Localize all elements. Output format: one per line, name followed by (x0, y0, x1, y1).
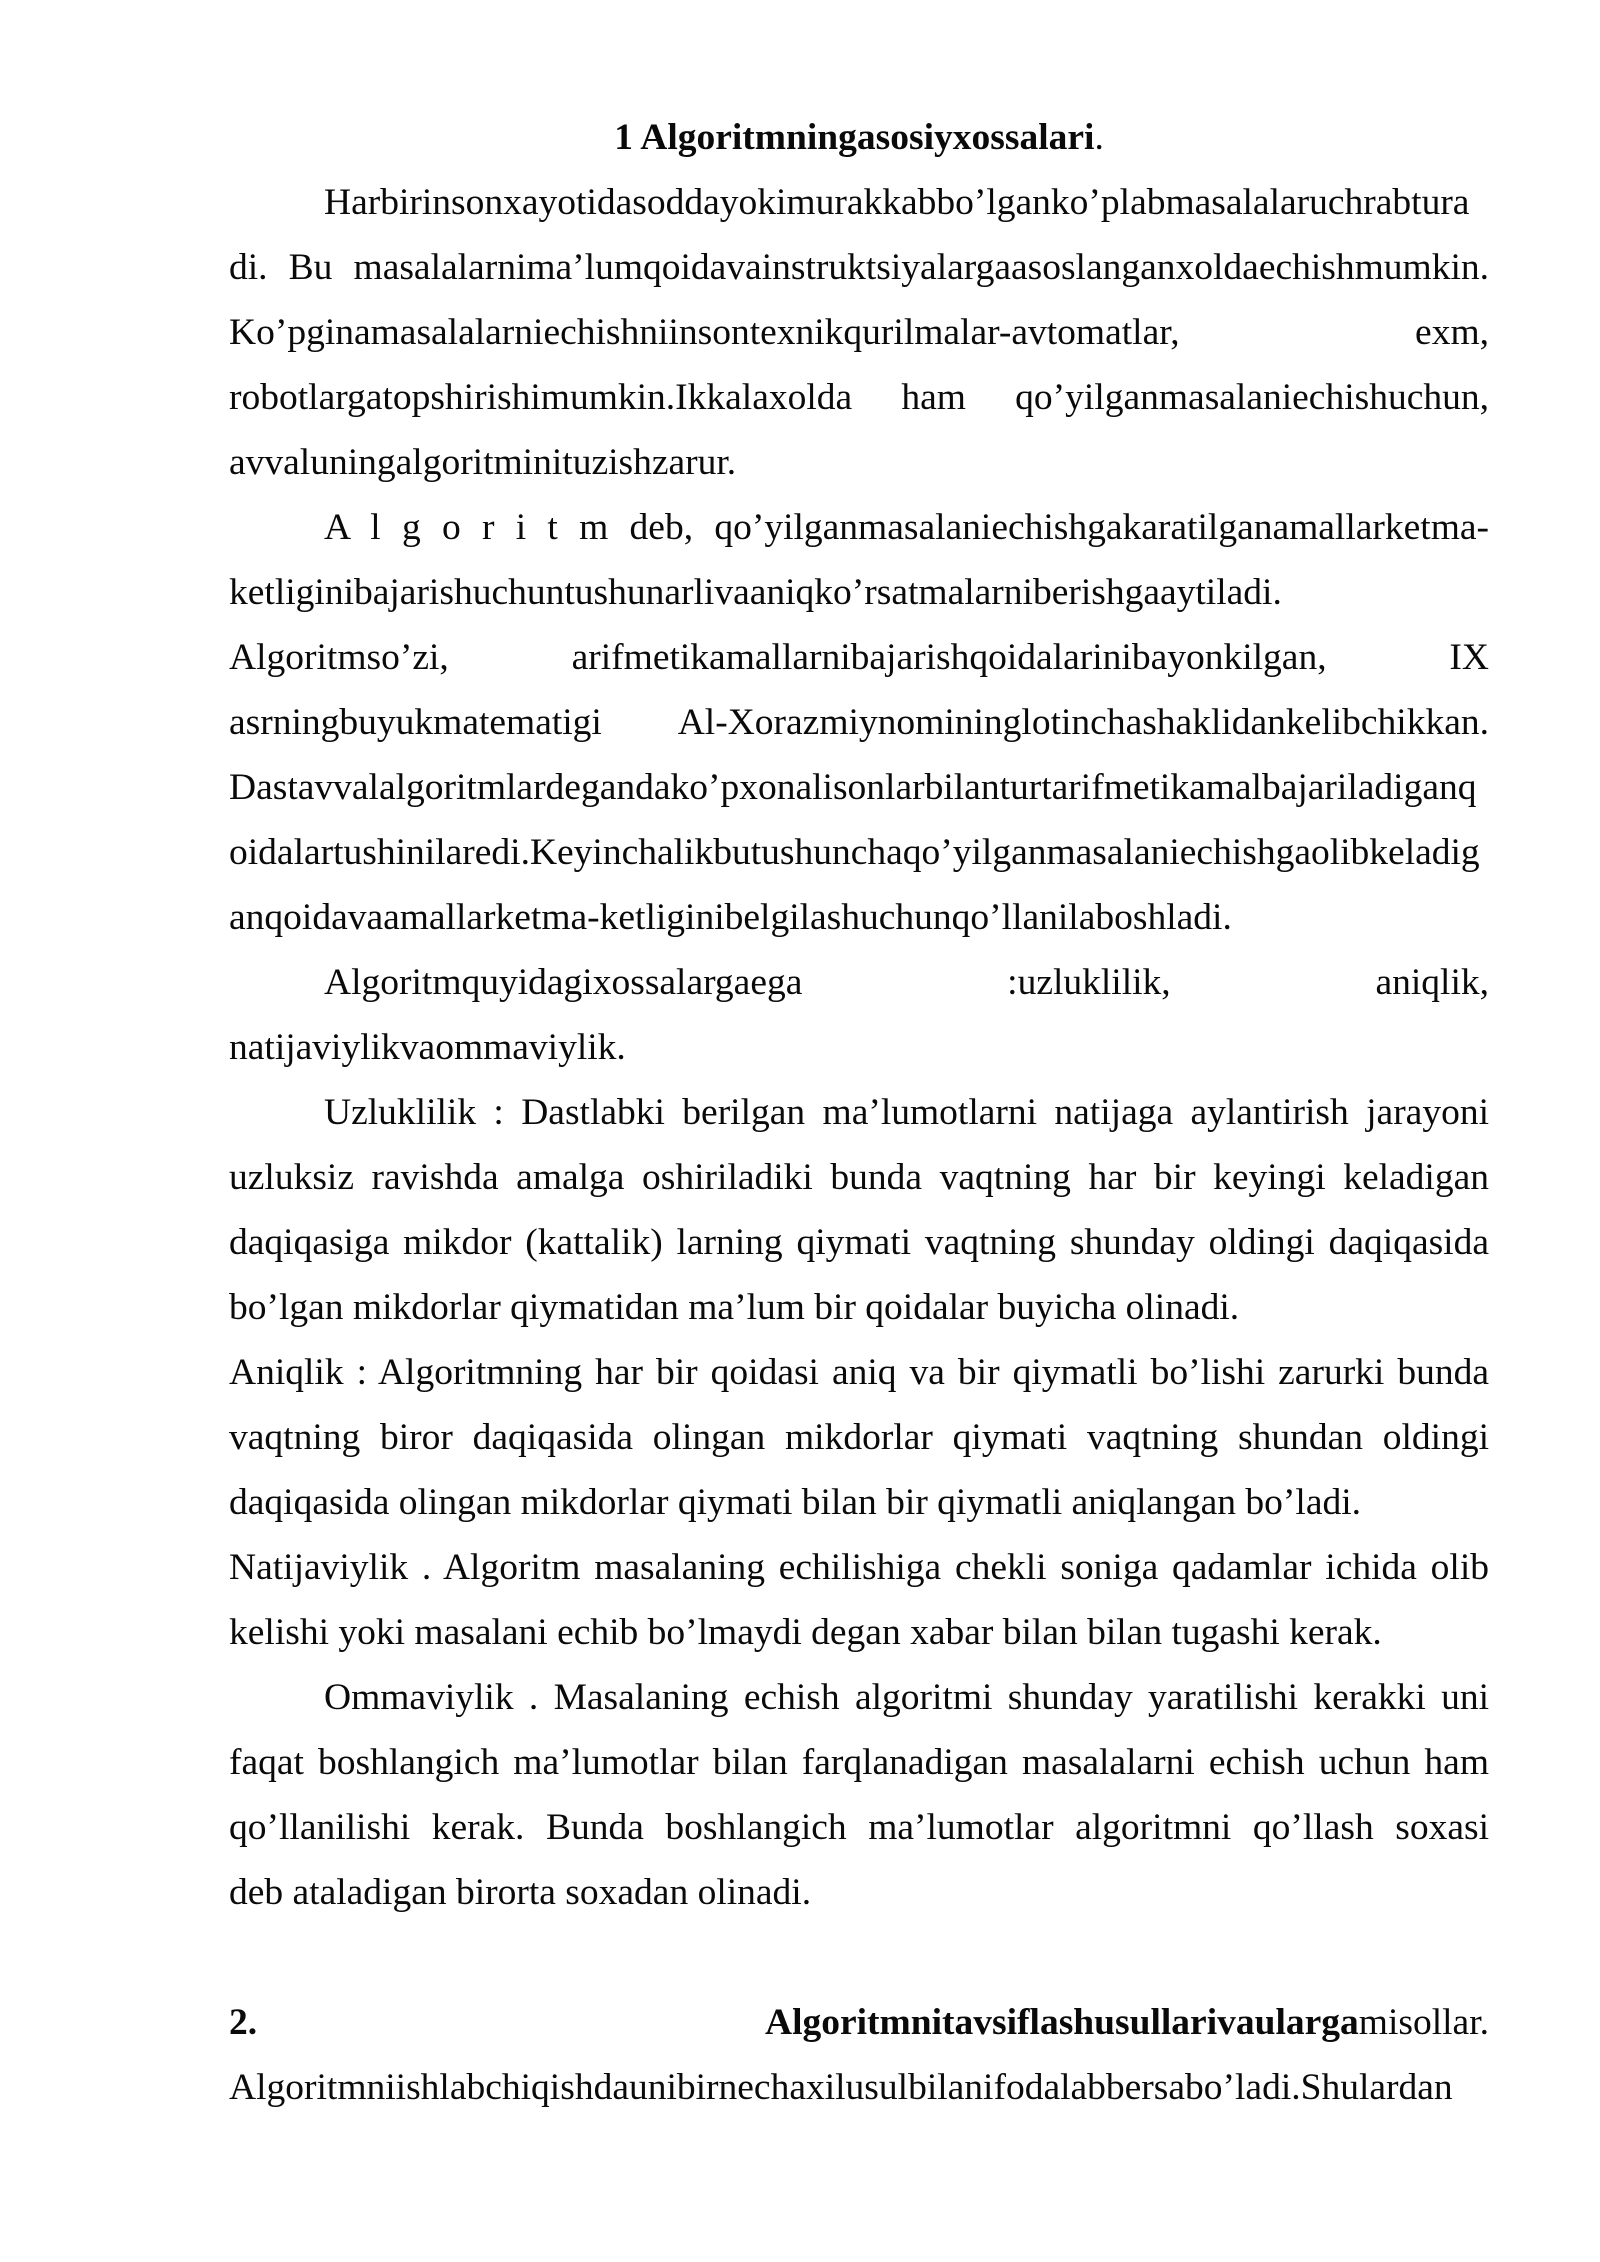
paragraph-4 (229, 950, 1489, 1080)
paragraph-8-line-4: deb ataladigan birorta soxadan olinadi. (229, 1872, 812, 1913)
section-1-title-period: . (1094, 117, 1104, 158)
paragraph-3-line-2: asrningbuyukmatematigi Al-Xorazmiynomininglotinchashaklidankelibchikkan. (229, 702, 1489, 743)
paragraph-6 (229, 1340, 1489, 1535)
paragraph-3-line-4: oidalartushinilaredi.Keyinchalikbutushunchaqo’yilganmasalaniechishgaolibkeladig (229, 832, 1480, 873)
section-2-heading (229, 1990, 1489, 2055)
document-page (229, 105, 1489, 2120)
paragraph-2-line-2: ketliginibajarishuchuntushunarlivaaniqko’rsatmalarniberishgaaytiladi. (229, 572, 1282, 613)
paragraph-6-line-1: Aniqlik : Algoritmning har bir qoidasi aniq va bir qiymatli bo’lishi zarurki bunda (229, 1352, 1489, 1393)
paragraph-5-line-3: daqiqasiga mikdor (kattalik) larning qiymati vaqtning shunday oldingi daqiqasida (229, 1222, 1489, 1263)
paragraph-6-line-2: vaqtning biror daqiqasida olingan mikdorlar qiymati vaqtning shundan oldingi (229, 1417, 1489, 1458)
paragraph-2 (229, 495, 1489, 625)
paragraph-1 (229, 170, 1489, 495)
paragraph-1-line-2: di. Bu masalalarnima’lumqoidavainstruktsiyalargaasoslanganxoldaechishmumkin. (229, 247, 1489, 288)
paragraph-7-line-1: Natijaviylik . Algoritm masalaning echilishiga chekli soniga qadamlar ichida olib (229, 1547, 1489, 1588)
paragraph-5-line-4: bo’lgan mikdorlar qiymatidan ma’lum bir qoidalar buyicha olinadi. (229, 1287, 1240, 1328)
section-2-title-bold: Algoritmnitavsiflashusullarivaularga (764, 2002, 1359, 2043)
paragraph-4-line-2: natijaviylikvaommaviylik. (229, 1027, 626, 1068)
section-2-title-rest: misollar. (1358, 2002, 1489, 2043)
paragraph-6-line-3: daqiqasida olingan mikdorlar qiymati bilan bir qiymatli aniqlangan bo’ladi. (229, 1482, 1362, 1523)
section-2-title (765, 1990, 1489, 2055)
paragraph-7-line-2: kelishi yoki masalani echib bo’lmaydi degan xabar bilan bilan tugashi kerak. (229, 1612, 1382, 1653)
paragraph-8-line-3: qo’llanilishi kerak. Bunda boshlangich ma’lumotlar algoritmni qo’llash soxasi (229, 1807, 1489, 1848)
paragraph-1-line-4: robotlargatopshirishimumkin.Ikkalaxolda ham qo’yilganmasalaniechishuchun, (229, 377, 1489, 418)
paragraph-3-line-1: Algoritmso’zi, arifmetikamallarnibajarishqoidalarinibayonkilgan, IX (229, 637, 1489, 678)
paragraph-5 (229, 1080, 1489, 1340)
paragraph-2-line-1: A l g o r i t m deb, qo’yilganmasalaniechishgakaratilganamallarketma- (324, 507, 1489, 548)
paragraph-7 (229, 1535, 1489, 1665)
section-1-title: 1 Algoritmningasosiyxossalari (614, 117, 1095, 158)
paragraph-5-line-2: uzluksiz ravishda amalga oshiriladiki bunda vaqtning har bir keyingi keladigan (229, 1157, 1489, 1198)
paragraph-8-line-2: faqat boshlangich ma’lumotlar bilan farqlanadigan masalalarni echish uchun ham (229, 1742, 1489, 1783)
paragraph-1-line-1: Harbirinsonxayotidasoddayokimurakkabbo’lganko’plabmasalalaruchrabtura (324, 182, 1470, 223)
paragraph-1-line-5: avvaluningalgoritminituzishzarur. (229, 442, 737, 483)
closing-line: Algoritmniishlabchiqishdaunibirnechaxilusulbilanifodalabbersabo’ladi.Shulardan (229, 2067, 1453, 2108)
blank-line (229, 1925, 1489, 1990)
paragraph-1-line-3: Ko’pginamasalalarniechishniinsontexnikqurilmalar-avtomatlar, exm, (229, 312, 1489, 353)
paragraph-4-line-1: Algoritmquyidagixossalargaega :uzluklilik, aniqlik, (324, 962, 1489, 1003)
section-2-number: 2. (229, 2002, 258, 2043)
section-1-heading (229, 105, 1489, 170)
paragraph-3-line-3: Dastavvalalgoritmlardegandako’pxonalisonlarbilanturtarifmetikamalbajariladiganq (229, 767, 1477, 808)
paragraph-3-line-5: anqoidavaamallarketma-ketliginibelgilashuchunqo’llanilaboshladi. (229, 897, 1232, 938)
paragraph-8 (229, 1665, 1489, 1925)
paragraph-8-line-1: Ommaviylik . Masalaning echish algoritmi shunday yaratilishi kerakki uni (324, 1677, 1489, 1718)
paragraph-3 (229, 625, 1489, 950)
paragraph-5-line-1: Uzluklilik : Dastlabki berilgan ma’lumotlarni natijaga aylantirish jarayoni (324, 1092, 1489, 1133)
